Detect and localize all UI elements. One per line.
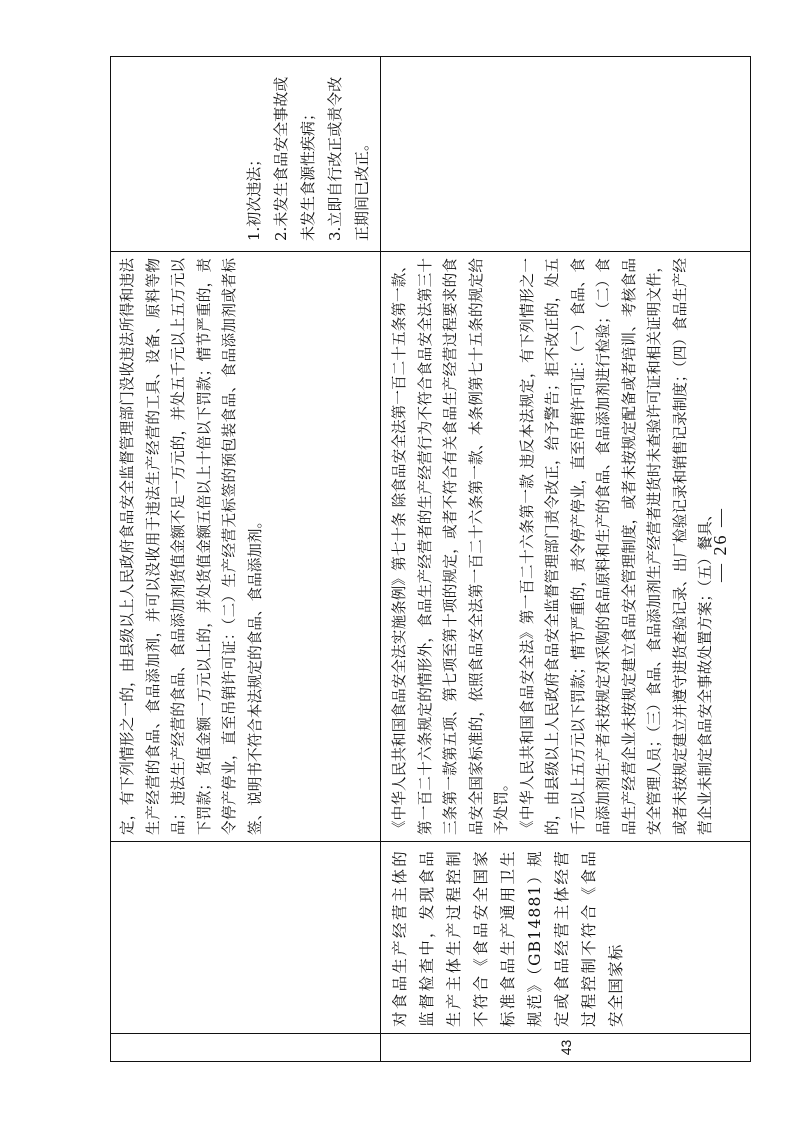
remedy-condition-2: 2.未发生食品安全事故或未发生食源性疾病；: [272, 76, 317, 241]
legal-basis-text: 定，有下列情形之一的，由县级以上人民政府食品安全监督管理部门没收违法所得和违法生产经营的食品、食品添加剂，并可以没收用于违法生产经营的工具、设备、原料等物品；违法生产经营的食品、食品添加剂货值金额不足一万元的，并处五千元以上五万元以下罚款；货值金额一万元以上的，并处货值金额五倍以上十倍以下罚款；情节严重的，责令停产停业，直至吊销许可证：（二）生产经营无标签的预包装食品、食品添加剂或者标签、说明书不符合本法规定的食品、食品添加剂。: [119, 258, 264, 835]
legal-basis-cell: [111, 252, 381, 842]
table-row-43: [381, 57, 751, 1062]
remedy-cell-43: [381, 57, 751, 252]
legal-basis-paragraph-2: 《中华人民共和国食品安全法》第一百二十六条第一款 违反本法规定，有下列情形之一的，由县级以上人民政府食品安全监督管理部门责令改正，给予警告；拒不改正的，处五千元以上五万元以下罚款；情节严重的，责令停产停业，直至吊销许可证：（一）食品、食品添加剂生产者未按规定对采购的食品原料和生产的食品、食品添加剂进行检验；（二）食品生产经营企业未按规定建立食品安全管理制度，或者未按规定配备或者培训、考核食品安全管理人员；（三）食品、食品添加剂生产经营者进货时未查验许可证和相关证明文件，或者未按规定建立并遵守进货查验记录、出厂检验记录和销售记录制度；（四）食品生产经营企业未制定食品安全事故处置方案；（五）餐具、: [518, 258, 714, 835]
legal-basis-paragraph-1: 《中华人民共和国食品安全法实施条例》第七十条 除食品安全法第一百二十五条第一款、第一百二十六条规定的情形外，食品生产经营者的生产经营行为不符合食品安全法第三十三条第一款第五项、第七项至第十项的规定，或者不符合有关食品生产经营过程要求的食品安全国家标准的，依照食品安全法第一百二十六条第一款、本条例第七十五条的规定给予处罚。: [391, 258, 510, 835]
description-cell-empty: [111, 842, 381, 1034]
violation-description: 对食品生产经营主体的监督检查中，发现食品生产主体生产过程控制不符合《食品安全国家标准食品生产通用卫生规范》（GB14881）规定或食品经营主体经营过程控制不符合《食品安全国家标: [381, 842, 751, 1034]
number-cell-empty: [111, 1034, 381, 1062]
page-number: — 26 —: [710, 507, 730, 582]
legal-basis-cell-43: [381, 252, 751, 842]
enforcement-table: [110, 56, 751, 1062]
remedy-conditions-cell: [111, 57, 381, 252]
table-row-continued: [111, 57, 381, 1062]
item-number: 43: [381, 1034, 751, 1062]
remedy-condition-3: 3.立即自行改正或责令改正期间已改正。: [326, 76, 371, 241]
remedy-condition-1: 1.初次违法；: [245, 151, 263, 241]
